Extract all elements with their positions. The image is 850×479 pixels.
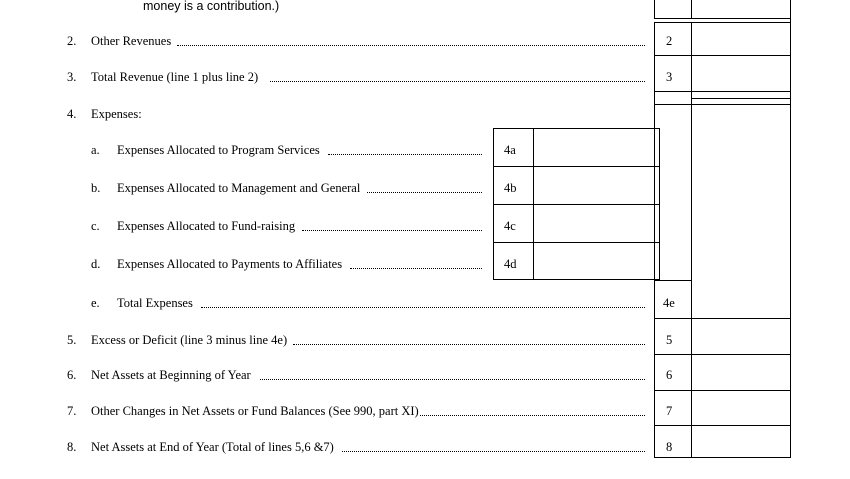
expense-4d-leader [350,268,482,269]
expense-4a-amount-field[interactable] [534,129,659,165]
right-column-rule [654,280,691,281]
expense-4d-letter: d. [91,257,101,271]
line-3-box-label: 3 [666,70,673,84]
line-4-number: 4. [67,107,77,121]
line-7-box-label: 7 [666,404,673,418]
line-2-amount-field[interactable] [692,23,789,54]
line-7-amount-field[interactable] [692,391,789,424]
line-2-number: 2. [67,34,77,48]
line-3-label: Total Revenue (line 1 plus line 2) [91,70,259,84]
expense-4e-leader [201,307,645,308]
expense-4b-amount-field[interactable] [534,167,659,203]
expense-4c-amount-field[interactable] [534,205,659,241]
line-3-number: 3. [67,70,77,84]
line-6-amount-field[interactable] [692,355,789,389]
expense-4e-box-label: 4e [663,296,675,310]
right-column-left-border [654,0,655,18]
expense-4c-letter: c. [91,219,100,233]
right-column-divider [691,0,692,18]
line-8-box-label: 8 [666,440,673,454]
line-5-amount-field[interactable] [692,319,789,353]
line-6-label: Net Assets at Beginning of Year [91,368,251,382]
expense-4a-box-label: 4a [504,143,516,157]
line-2-box-label: 2 [666,34,673,48]
line-2-leader [177,45,645,46]
line-4-label: Expenses: [91,107,142,121]
expense-4a-leader [328,154,482,155]
expense-4d-amount-field[interactable] [534,243,659,279]
expense-4d-box-label: 4d [504,257,517,271]
expense-4e-letter: e. [91,296,100,310]
line-8-amount-field[interactable] [692,426,789,456]
line-1-continuation: money is a contribution.) [143,0,280,13]
line-5-number: 5. [67,333,77,347]
expense-4c-label: Expenses Allocated to Fund-raising [117,219,296,233]
line-8-number: 8. [67,440,77,454]
expense-4b-leader [367,192,482,193]
expense-4c-leader [302,230,482,231]
line-8-leader [342,451,645,452]
line-7-number: 7. [67,404,77,418]
right-column-rule [691,98,791,99]
line-7-label: Other Changes in Net Assets or Fund Balances (See 990, part XI) [91,404,419,418]
line-3-amount-field[interactable] [692,56,789,90]
expense-4b-label: Expenses Allocated to Management and General [117,181,361,195]
line-6-box-label: 6 [666,368,673,382]
line-6-leader [260,379,645,380]
line-5-box-label: 5 [666,333,673,347]
right-column-rule [654,457,791,458]
line-2-label: Other Revenues [91,34,172,48]
expense-4e-label: Total Expenses [117,296,193,310]
right-column-rule [654,91,791,92]
right-column-rule [654,18,791,19]
line-7-leader [420,415,645,416]
expense-4c-box-label: 4c [504,219,516,233]
expense-4b-letter: b. [91,181,101,195]
line-8-label: Net Assets at End of Year (Total of lines 5,6 &7) [91,440,334,454]
expense-4a-label: Expenses Allocated to Program Services [117,143,320,157]
right-column-rule [654,104,791,105]
line-5-label: Excess or Deficit (line 3 minus line 4e) [91,333,288,347]
line-3-leader [270,81,645,82]
expense-4e-amount-field[interactable] [692,281,789,317]
expense-4d-label: Expenses Allocated to Payments to Affiliates [117,257,343,271]
line-6-number: 6. [67,368,77,382]
line-5-leader [293,344,645,345]
expense-4b-box-label: 4b [504,181,517,195]
expense-4a-letter: a. [91,143,100,157]
